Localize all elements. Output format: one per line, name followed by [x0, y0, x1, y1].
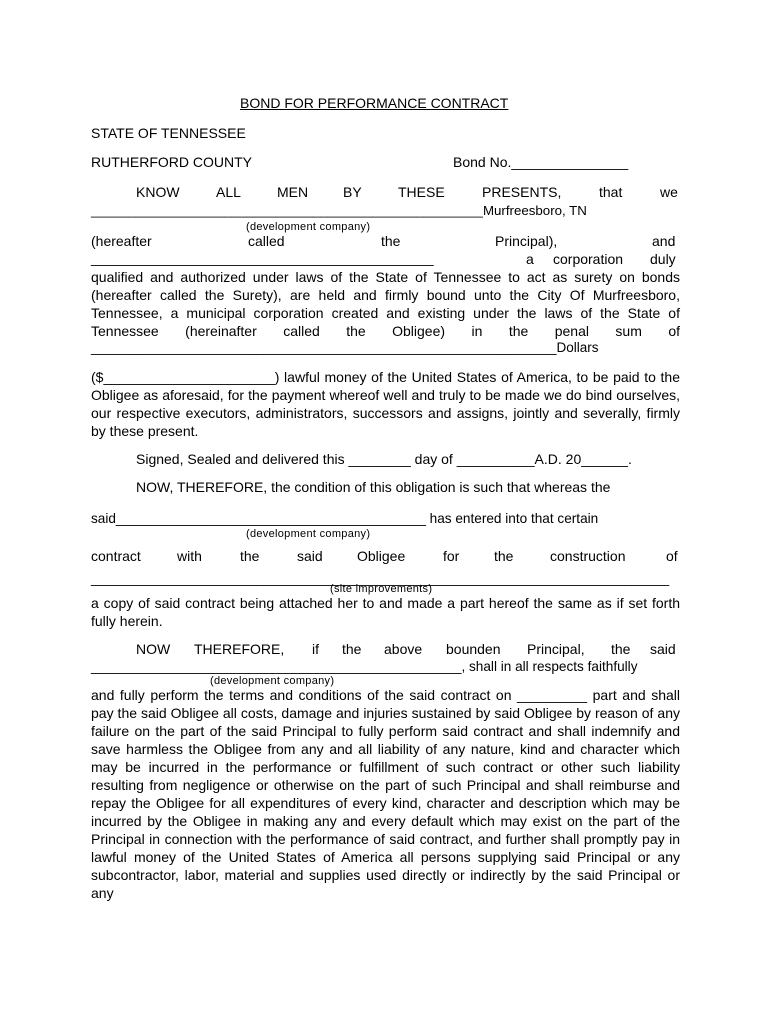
contract-word: said — [297, 548, 323, 564]
contract-word: construction — [550, 548, 626, 564]
now-word: Principal, — [527, 641, 585, 657]
faithfully-blank-line: _________________________________________________, shall in all respects faithfully — [91, 659, 638, 674]
bond-number: Bond No._______________ — [453, 154, 629, 170]
now-word: if — [312, 641, 319, 657]
hereafter-word: called — [248, 233, 285, 249]
contract-word: the — [494, 548, 514, 564]
now-word: NOW — [136, 641, 171, 657]
surety-paragraph: qualified and authorized under laws of the State of Tennessee to act as surety on bonds (hereafter called the Surety), are held and firmly bound unto the City Of Murfreesboro, Tennessee, a municipal corporation created and existing under the laws of the State of Tennessee (hereinafter called the Obligee) in the penal sum of — [91, 269, 680, 339]
now-word: THEREFORE, — [194, 641, 285, 657]
contract-word: of — [666, 548, 678, 564]
hereafter-word: Principal), — [495, 233, 558, 249]
know-word: BY — [343, 184, 362, 200]
contract-word: for — [443, 548, 460, 564]
county-label: RUTHERFORD COUNTY — [91, 154, 252, 170]
copy-of-contract-paragraph: a copy of said contract being attached her to and made a part hereof the same as if set forth fully herein. — [91, 595, 680, 629]
hereafter-word: the — [381, 233, 401, 249]
caption-development-company: (development company) — [246, 528, 371, 540]
know-word: MEN — [277, 184, 309, 200]
contract-word: with — [177, 548, 202, 564]
know-word: that — [599, 184, 623, 200]
state-label: STATE OF TENNESSEE — [91, 125, 246, 141]
now-word: the — [342, 641, 362, 657]
corporation-word: duly — [650, 251, 676, 267]
site-improvements-blank-line: _____________________________________________________________________________ — [91, 571, 670, 586]
document-title: BOND FOR PERFORMANCE CONTRACT — [240, 95, 509, 111]
now-word: said — [650, 641, 676, 657]
signed-sealed-line: Signed, Sealed and delivered this ________ day of __________A.D. 20______. — [136, 451, 632, 467]
know-word: KNOW — [136, 184, 180, 200]
now-word: bounden — [446, 641, 501, 657]
corporation-word: corporation — [553, 251, 624, 267]
caption-development-company: (development company) — [210, 675, 335, 687]
contract-word: contract — [91, 548, 141, 564]
now-word: above — [384, 641, 423, 657]
corporation-word: a — [526, 251, 534, 267]
now-therefore-condition: NOW, THEREFORE, the condition of this obligation is such that whereas the — [136, 479, 611, 495]
contract-word: Obligee — [357, 548, 406, 564]
performance-conditions-paragraph: and fully perform the terms and conditions of the said contract on _________ part and shall pay the said Obligee all costs, damage and injuries sustained by said Obligee by reason of any failure on the part of the said Principal to fully perform said contract and shall indemnify and save harmless the Obligee from any and all liability of any nature, kind and character which may be incurred in the performance or fulfillment of such contract or other such liability resulting from negligence or otherwise on the part of such Principal and shall reimburse and repay the Obligee for all expenditures of every kind, character and description which may be incurred by the Obligee in making any and every default which may exist on the part of the Principal in connection with the performance of said contract, and further shall promptly pay in lawful money of the United States of America all persons supplying said Principal or any subcontractor, labor, material and supplies used directly or indirectly by the said Principal or any — [91, 687, 680, 901]
company-blank-line: _____________________________________________________Murfreesboro, TN — [91, 203, 587, 218]
said-principal-line: said_________________________________________ has entered into that certain — [91, 511, 599, 526]
lawful-money-paragraph: ($______________________) lawful money of the United States of America, to be paid to the Obligee as aforesaid, for the payment whereof well and truly to be made we do bind ourselves, our respective executors, administrators, successors and assigns, jointly and severally, firmly by these present. — [91, 369, 680, 439]
know-word: ALL — [216, 184, 241, 200]
know-word: we — [660, 184, 678, 200]
know-word: THESE — [398, 184, 445, 200]
contract-word: the — [240, 548, 260, 564]
hereafter-word: (hereafter — [91, 233, 152, 249]
surety-blank-line: ______________________________________________ — [91, 251, 434, 266]
know-word: PRESENTS, — [482, 184, 562, 200]
caption-site-improvements: (site improvements) — [330, 583, 433, 595]
dollars-blank-line: ______________________________________________________________Dollars — [91, 340, 599, 355]
hereafter-word: and — [652, 233, 676, 249]
now-word: the — [611, 641, 631, 657]
caption-development-company: (development company) — [246, 221, 371, 233]
